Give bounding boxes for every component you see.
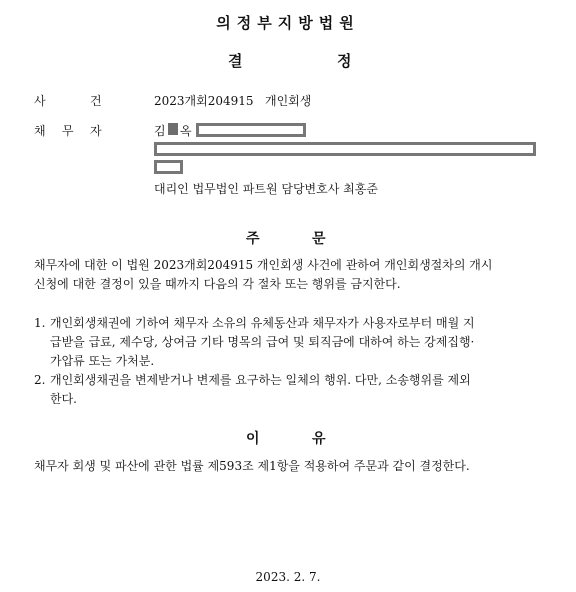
order-item-number: 1. (34, 316, 46, 330)
doc-type-char-2: 정 (336, 52, 352, 70)
order-item-line: 개인회생채권에 기하여 채무자 소유의 유체동산과 채무자가 사용자로부터 매월 지 (50, 316, 475, 330)
address-redaction-1 (196, 123, 306, 137)
decision-date: 2023. 2. 7. (255, 570, 321, 584)
order-item-line: 한다. (50, 392, 77, 406)
order-item-line: 개인회생채권을 변제받거나 변제를 요구하는 일체의 행위. 다만, 소송행위를 제외 (50, 373, 471, 387)
order-item-line: 급받을 급료, 제수당, 상여금 기타 명목의 급여 및 퇴직금에 대하여 하는 강제집행· (50, 335, 475, 349)
representative: 대리인 법무법인 파트원 담당변호사 최홍준 (154, 182, 378, 196)
document-type-title (228, 50, 351, 71)
order-item-1 (34, 314, 544, 374)
case-label-1: 사 (34, 94, 46, 108)
doc-type-char-1: 결 (228, 52, 243, 70)
debtor-label-3: 자 (90, 124, 102, 138)
name-redaction (168, 123, 178, 135)
order-intro-line-1: 채무자에 대한 이 법원 2023개회204915 개인회생 사건에 관하여 개인회생절차의 개시 (34, 258, 493, 272)
court-name: 의정부지방법원 (216, 14, 360, 32)
order-item-number: 2. (34, 373, 46, 387)
reason-text: 채무자 회생 및 파산에 관한 법률 제593조 제1항을 적용하여 주문과 같이 결정한다. (34, 459, 470, 473)
debtor-label-2: 무 (62, 124, 74, 138)
order-intro-line-2: 신청에 대한 결정이 있을 때까지 다음의 각 절차 또는 행위를 금지한다. (34, 277, 401, 291)
order-item-line: 가압류 또는 가처분. (50, 354, 155, 368)
address-redaction-3 (154, 160, 183, 174)
order-item-2 (34, 371, 544, 411)
address-redaction-2 (154, 142, 536, 156)
reason-heading-1: 이 (246, 431, 260, 447)
reason-heading-2: 유 (312, 431, 326, 447)
debtor-label-1: 채 (34, 124, 46, 138)
debtor-name-last: 옥 (180, 124, 192, 138)
debtor-name-first: 김 (154, 124, 166, 138)
order-heading-1: 주 (246, 231, 260, 247)
case-label-2: 건 (90, 94, 102, 108)
order-heading-2: 문 (312, 231, 326, 247)
case-number: 2023개회204915 개인회생 (154, 94, 312, 108)
